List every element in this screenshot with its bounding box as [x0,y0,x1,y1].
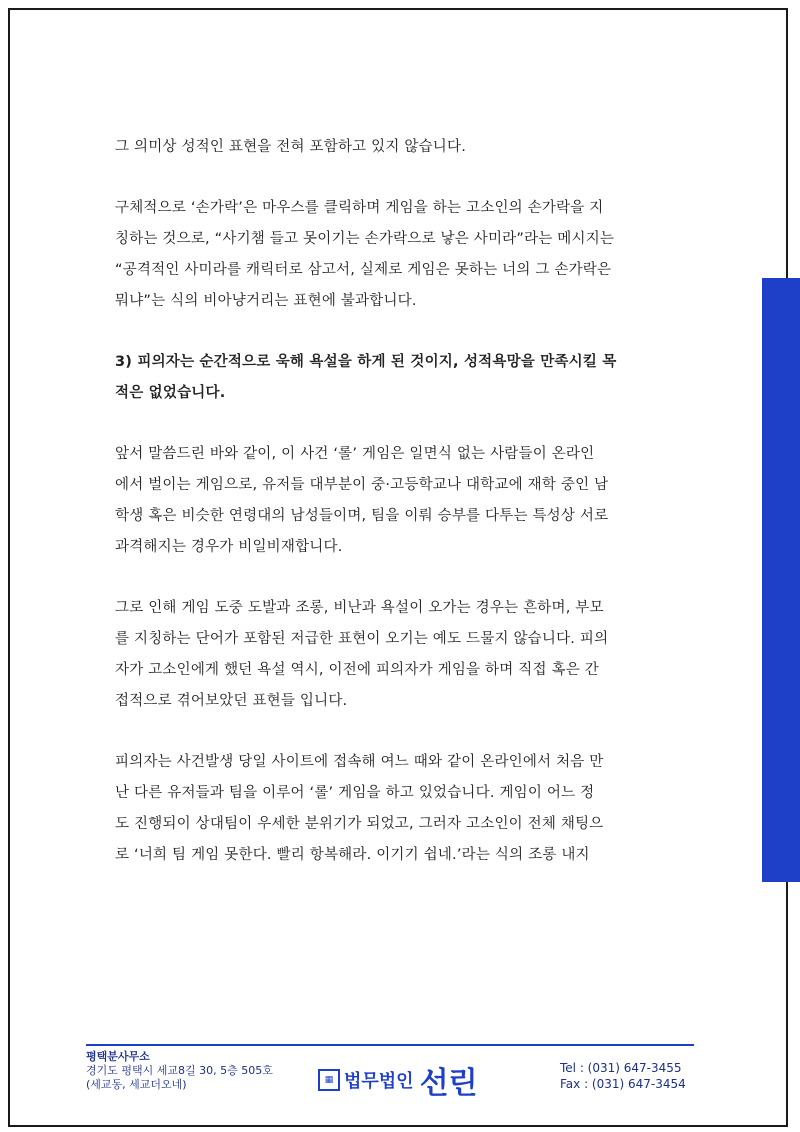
logo-firm-name: 선린 [419,1066,478,1101]
footer-divider [86,1044,694,1046]
text-line: 를 지칭하는 단어가 포함된 저급한 표현이 오기는 예도 드물지 않습니다. 피의 [115,631,609,647]
page-bottom-border [8,1125,788,1127]
office-address: 경기도 평택시 세교8길 30, 5층 505호 [86,1064,273,1077]
document-body [115,132,690,871]
firm-logo [318,1060,478,1100]
contact-info [560,1060,686,1092]
text-line: 접적으로 겪어보았던 표현들 입니다. [115,693,348,709]
text-line: 그로 인해 게임 도중 도발과 조롱, 비난과 욕설이 오가는 경우는 흔하며, 부모 [115,600,604,616]
text-line: 학생 혹은 비슷한 연령대의 남성들이며, 팀을 이뤄 승부를 다투는 특성상 서로 [115,508,609,524]
office-info [86,1050,273,1092]
office-address-detail: (세교동, 세교더오네) [86,1078,187,1091]
paragraph-5 [115,593,690,717]
logo-text: 법무법인 [344,1071,414,1092]
text-line: 에서 벌이는 게임으로, 유저들 대부분이 중·고등학교나 대학교에 재학 중인 남 [115,477,609,493]
text-line: 자가 고소인에게 했던 욕설 역시, 이전에 피의자가 게임을 하며 직접 혹은 간 [115,662,599,678]
text-line: 앞서 말씀드린 바와 같이, 이 사건 ‘롤’ 게임은 일면식 없는 사람들이 온라인 [115,446,595,462]
paragraph-4 [115,439,690,563]
paragraph-2 [115,193,690,317]
text-line: 로 ‘너희 팀 게임 못한다. 빨리 항복해라. 이기기 쉽네.’라는 식의 조롱 내지 [115,847,590,863]
letterhead-footer [0,1040,800,1120]
side-blue-bar [762,278,800,882]
logo-mark-icon: ▦ [318,1069,340,1091]
text-line: 피의자는 사건발생 당일 사이트에 접속해 여느 때와 같이 온라인에서 처음 만 [115,754,604,770]
text-line: 칭하는 것으로, “사기챔 들고 못이기는 손가락으로 낳은 사미라”라는 메시지는 [115,231,615,247]
fax-number: Fax : (031) 647-3454 [560,1077,686,1091]
text-line: 구체적으로 ‘손가락’은 마우스를 클릭하며 게임을 하는 고소인의 손가락을 지 [115,200,604,216]
tel-number: Tel : (031) 647-3455 [560,1061,682,1075]
text-line: 도 진행되이 상대팀이 우세한 분위기가 되었고, 그러자 고소인이 전체 채팅으 [115,816,604,832]
text-line: 난 다른 유저들과 팀을 이루어 ‘롤’ 게임을 하고 있었습니다. 게임이 어느 정 [115,785,595,801]
text-line: 그 의미상 성적인 표현을 전혀 포함하고 있지 않습니다. [115,139,467,155]
paragraph-6 [115,747,690,871]
paragraph-1 [115,132,690,163]
text-line: 적은 없었습니다. [115,385,226,401]
text-line: 뭐냐”는 식의 비아냥거리는 표현에 불과합니다. [115,293,417,309]
section-heading-3 [115,347,690,409]
text-line: “공격적인 사미라를 캐릭터로 삼고서, 실제로 게임은 못하는 너의 그 손가락은 [115,262,612,278]
office-name: 평택분사무소 [86,1050,150,1063]
text-line: 3) 피의자는 순간적으로 욱해 욕설을 하게 된 것이지, 성적욕망을 만족시킬 목 [115,354,617,370]
text-line: 과격해지는 경우가 비일비재합니다. [115,539,343,555]
